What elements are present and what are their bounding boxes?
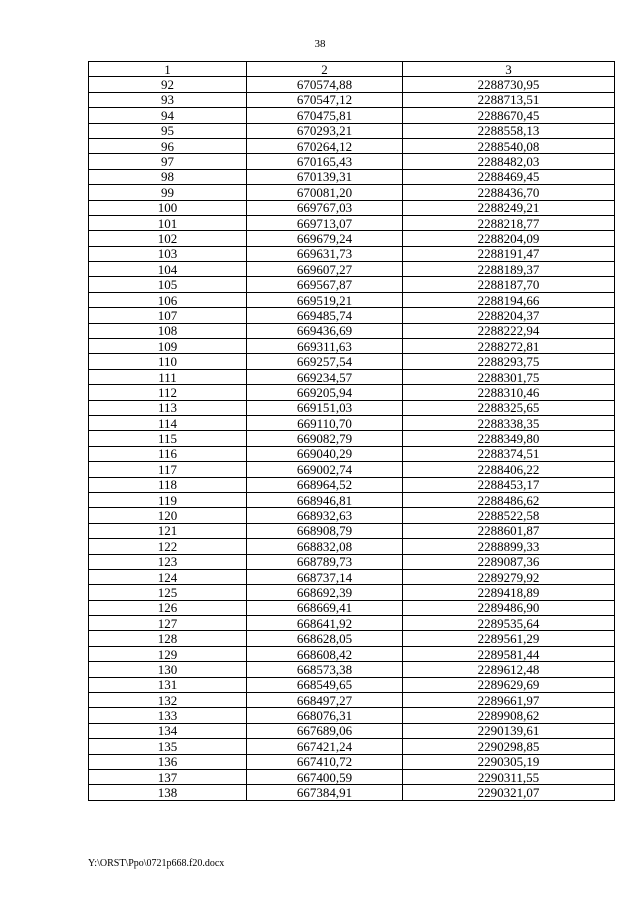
point-number-cell: 101 [89,215,247,230]
x-coordinate-cell: 669485,74 [247,308,403,323]
x-coordinate-cell: 669040,29 [247,446,403,461]
point-number-cell: 119 [89,492,247,507]
y-coordinate-cell: 2288194,66 [403,292,615,307]
point-number-cell: 136 [89,754,247,769]
point-number-cell: 93 [89,92,247,107]
x-coordinate-cell: 668908,79 [247,523,403,538]
table-row [89,569,615,584]
y-coordinate-cell: 2288349,80 [403,431,615,446]
x-coordinate-cell: 669257,54 [247,354,403,369]
y-coordinate-cell: 2289279,92 [403,569,615,584]
y-coordinate-cell: 2288899,33 [403,539,615,554]
table-row [89,677,615,692]
y-coordinate-cell: 2288272,81 [403,339,615,354]
x-coordinate-cell: 670264,12 [247,138,403,153]
table-row [89,554,615,569]
table-row [89,277,615,292]
x-coordinate-cell: 669679,24 [247,231,403,246]
point-number-cell: 116 [89,446,247,461]
y-coordinate-cell: 2288187,70 [403,277,615,292]
y-coordinate-cell: 2289908,62 [403,708,615,723]
table-row [89,108,615,123]
x-coordinate-cell: 667689,06 [247,723,403,738]
point-number-cell: 135 [89,739,247,754]
y-coordinate-cell: 2288191,47 [403,246,615,261]
y-coordinate-cell: 2288222,94 [403,323,615,338]
y-coordinate-cell: 2290139,61 [403,723,615,738]
x-coordinate-cell: 670139,31 [247,169,403,184]
y-coordinate-cell: 2288218,77 [403,215,615,230]
x-coordinate-cell: 669436,69 [247,323,403,338]
x-coordinate-cell: 669607,27 [247,262,403,277]
y-coordinate-cell: 2289535,64 [403,616,615,631]
point-number-cell: 106 [89,292,247,307]
table-row [89,185,615,200]
table-row [89,708,615,723]
y-coordinate-cell: 2289661,97 [403,693,615,708]
point-number-cell: 98 [89,169,247,184]
point-number-cell: 114 [89,415,247,430]
point-number-cell: 100 [89,200,247,215]
table-row [89,138,615,153]
y-coordinate-cell: 2288436,70 [403,185,615,200]
x-coordinate-cell: 668789,73 [247,554,403,569]
table-row [89,616,615,631]
y-coordinate-cell: 2288204,37 [403,308,615,323]
table-row [89,231,615,246]
table-row [89,169,615,184]
x-coordinate-cell: 669519,21 [247,292,403,307]
y-coordinate-cell: 2288310,46 [403,385,615,400]
y-coordinate-cell: 2288453,17 [403,477,615,492]
x-coordinate-cell: 668832,08 [247,539,403,554]
point-number-cell: 95 [89,123,247,138]
point-number-cell: 92 [89,77,247,92]
table-row [89,415,615,430]
x-coordinate-cell: 668628,05 [247,631,403,646]
point-number-cell: 109 [89,339,247,354]
x-coordinate-cell: 669151,03 [247,400,403,415]
x-coordinate-cell: 670293,21 [247,123,403,138]
y-coordinate-cell: 2288469,45 [403,169,615,184]
x-coordinate-cell: 670475,81 [247,108,403,123]
x-coordinate-cell: 669002,74 [247,462,403,477]
table-row [89,400,615,415]
x-coordinate-cell: 668946,81 [247,492,403,507]
point-number-cell: 102 [89,231,247,246]
coordinates-table [88,61,615,801]
x-coordinate-cell: 667421,24 [247,739,403,754]
table-row [89,262,615,277]
y-coordinate-cell: 2290311,55 [403,769,615,784]
table-row [89,323,615,338]
y-coordinate-cell: 2289629,69 [403,677,615,692]
x-coordinate-cell: 668076,31 [247,708,403,723]
x-coordinate-cell: 667384,91 [247,785,403,800]
table-row [89,92,615,107]
y-coordinate-cell: 2288189,37 [403,262,615,277]
table-row [89,123,615,138]
point-number-cell: 127 [89,616,247,631]
y-coordinate-cell: 2290305,19 [403,754,615,769]
y-coordinate-cell: 2290298,85 [403,739,615,754]
point-number-cell: 117 [89,462,247,477]
table-row [89,308,615,323]
y-coordinate-cell: 2288482,03 [403,154,615,169]
table-row [89,292,615,307]
x-coordinate-cell: 668549,65 [247,677,403,692]
y-coordinate-cell: 2288293,75 [403,354,615,369]
table-row [89,446,615,461]
x-coordinate-cell: 670165,43 [247,154,403,169]
table-body [89,62,615,801]
point-number-cell: 97 [89,154,247,169]
point-number-cell: 121 [89,523,247,538]
table-header-row [89,62,615,77]
x-coordinate-cell: 670081,20 [247,185,403,200]
point-number-cell: 104 [89,262,247,277]
x-coordinate-cell: 668641,92 [247,616,403,631]
table-row [89,754,615,769]
y-coordinate-cell: 2288522,58 [403,508,615,523]
table-row [89,246,615,261]
table-row [89,462,615,477]
point-number-cell: 134 [89,723,247,738]
x-coordinate-cell: 669110,70 [247,415,403,430]
x-coordinate-cell: 669082,79 [247,431,403,446]
y-coordinate-cell: 2288301,75 [403,369,615,384]
point-number-cell: 112 [89,385,247,400]
y-coordinate-cell: 2290321,07 [403,785,615,800]
table-row [89,769,615,784]
table-row [89,539,615,554]
y-coordinate-cell: 2288204,09 [403,231,615,246]
column-header-1: 1 [89,62,247,77]
table-row [89,631,615,646]
x-coordinate-cell: 668608,42 [247,646,403,661]
y-coordinate-cell: 2289612,48 [403,662,615,677]
table-row [89,739,615,754]
x-coordinate-cell: 668497,27 [247,693,403,708]
point-number-cell: 111 [89,369,247,384]
point-number-cell: 129 [89,646,247,661]
x-coordinate-cell: 668669,41 [247,600,403,615]
table-row [89,585,615,600]
x-coordinate-cell: 669567,87 [247,277,403,292]
table-row [89,215,615,230]
point-number-cell: 132 [89,693,247,708]
y-coordinate-cell: 2289581,44 [403,646,615,661]
table-row [89,693,615,708]
y-coordinate-cell: 2288601,87 [403,523,615,538]
y-coordinate-cell: 2288558,13 [403,123,615,138]
table-row [89,785,615,800]
point-number-cell: 137 [89,769,247,784]
table-row [89,492,615,507]
point-number-cell: 107 [89,308,247,323]
point-number-cell: 126 [89,600,247,615]
table-row [89,200,615,215]
x-coordinate-cell: 667400,59 [247,769,403,784]
table-row [89,77,615,92]
y-coordinate-cell: 2289561,29 [403,631,615,646]
y-coordinate-cell: 2288374,51 [403,446,615,461]
column-header-3: 3 [403,62,615,77]
point-number-cell: 122 [89,539,247,554]
x-coordinate-cell: 669631,73 [247,246,403,261]
x-coordinate-cell: 668964,52 [247,477,403,492]
point-number-cell: 118 [89,477,247,492]
point-number-cell: 133 [89,708,247,723]
table-row [89,354,615,369]
point-number-cell: 120 [89,508,247,523]
point-number-cell: 105 [89,277,247,292]
table-row [89,662,615,677]
y-coordinate-cell: 2289418,89 [403,585,615,600]
x-coordinate-cell: 669234,57 [247,369,403,384]
x-coordinate-cell: 668737,14 [247,569,403,584]
x-coordinate-cell: 669205,94 [247,385,403,400]
point-number-cell: 103 [89,246,247,261]
table-row [89,339,615,354]
y-coordinate-cell: 2288730,95 [403,77,615,92]
column-header-2: 2 [247,62,403,77]
table-row [89,369,615,384]
table-row [89,385,615,400]
y-coordinate-cell: 2289087,36 [403,554,615,569]
table-row [89,723,615,738]
page-number: 38 [314,38,326,50]
x-coordinate-cell: 668932,63 [247,508,403,523]
point-number-cell: 113 [89,400,247,415]
point-number-cell: 99 [89,185,247,200]
point-number-cell: 110 [89,354,247,369]
point-number-cell: 123 [89,554,247,569]
y-coordinate-cell: 2289486,90 [403,600,615,615]
x-coordinate-cell: 667410,72 [247,754,403,769]
y-coordinate-cell: 2288540,08 [403,138,615,153]
x-coordinate-cell: 669713,07 [247,215,403,230]
point-number-cell: 128 [89,631,247,646]
point-number-cell: 130 [89,662,247,677]
y-coordinate-cell: 2288249,21 [403,200,615,215]
point-number-cell: 124 [89,569,247,584]
y-coordinate-cell: 2288670,45 [403,108,615,123]
x-coordinate-cell: 669767,03 [247,200,403,215]
table-row [89,477,615,492]
point-number-cell: 115 [89,431,247,446]
point-number-cell: 125 [89,585,247,600]
x-coordinate-cell: 669311,63 [247,339,403,354]
point-number-cell: 94 [89,108,247,123]
table-row [89,508,615,523]
point-number-cell: 96 [89,138,247,153]
y-coordinate-cell: 2288713,51 [403,92,615,107]
footer-file-path: Y:\ORST\Ppo\0721p668.f20.docx [88,858,225,869]
table-row [89,431,615,446]
point-number-cell: 138 [89,785,247,800]
table-row [89,154,615,169]
y-coordinate-cell: 2288486,62 [403,492,615,507]
y-coordinate-cell: 2288325,65 [403,400,615,415]
x-coordinate-cell: 670574,88 [247,77,403,92]
x-coordinate-cell: 670547,12 [247,92,403,107]
table-row [89,646,615,661]
point-number-cell: 108 [89,323,247,338]
y-coordinate-cell: 2288406,22 [403,462,615,477]
x-coordinate-cell: 668573,38 [247,662,403,677]
y-coordinate-cell: 2288338,35 [403,415,615,430]
x-coordinate-cell: 668692,39 [247,585,403,600]
point-number-cell: 131 [89,677,247,692]
table-row [89,523,615,538]
table-row [89,600,615,615]
